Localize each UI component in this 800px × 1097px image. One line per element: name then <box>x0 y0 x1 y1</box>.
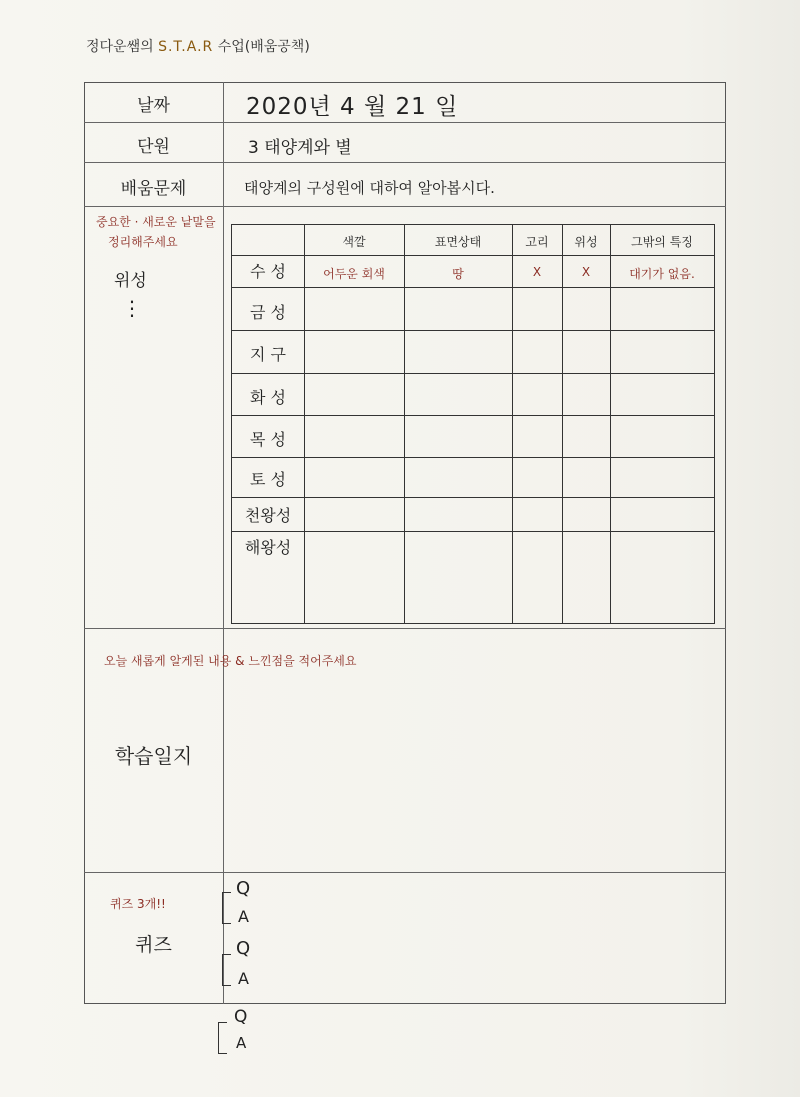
table-row-line <box>232 531 714 532</box>
col-header-color: 색깔 <box>342 235 366 249</box>
row-divider <box>84 628 726 629</box>
planet-saturn: 토 성 <box>250 470 286 489</box>
table-column-line <box>512 225 513 623</box>
mercury-moons: X <box>581 265 591 279</box>
quiz-q-2: Q <box>236 938 251 959</box>
qa-bracket <box>218 1022 227 1054</box>
notes-word: 위성 <box>114 271 147 291</box>
planet-earth: 지 구 <box>250 345 286 364</box>
date-label: 날짜 <box>137 96 170 116</box>
planet-table <box>231 224 715 624</box>
notes-instruction-line1: 중요한 · 새로운 낱말을 <box>96 215 216 229</box>
date-value: 2020년 4 월 21 일 <box>246 94 459 120</box>
notes-ellipsis: ⋮ <box>122 296 142 320</box>
mercury-surface: 땅 <box>452 267 464 281</box>
row-divider <box>84 872 726 873</box>
header-suffix: 수업(배움공책) <box>213 39 310 55</box>
header-prefix: 정다운쌤의 <box>86 39 159 55</box>
unit-value: 3 태양계와 별 <box>248 138 352 158</box>
mercury-features: 대기가 없음. <box>629 267 695 281</box>
journal-instruction: 오늘 새롭게 알게된 내용 & 느낀점을 적어주세요 <box>104 654 357 668</box>
table-row-line <box>232 457 714 458</box>
notes-instruction-line2: 정리해주세요 <box>108 235 178 249</box>
quiz-instruction: 퀴즈 3개!! <box>110 897 166 911</box>
col-header-rings: 고리 <box>525 235 549 249</box>
quiz-q-3: Q <box>234 1007 248 1027</box>
table-column-line <box>304 225 305 623</box>
row-divider <box>84 122 726 123</box>
table-row-line <box>232 255 714 256</box>
table-row-line <box>232 497 714 498</box>
mercury-color: 어두운 회색 <box>323 267 385 281</box>
problem-label: 배움문제 <box>120 179 187 199</box>
unit-label: 단원 <box>137 137 170 157</box>
planet-venus: 금 성 <box>250 303 286 322</box>
quiz-a-2: A <box>238 969 249 988</box>
header-brand: S.T.A.R <box>158 39 214 55</box>
page-header <box>86 36 310 56</box>
table-column-line <box>404 225 405 623</box>
table-row-line <box>232 287 714 288</box>
table-row-line <box>232 373 714 374</box>
mercury-rings: X <box>532 265 542 279</box>
table-column-line <box>562 225 563 623</box>
planet-mars: 화 성 <box>250 388 286 407</box>
col-header-moons: 위성 <box>574 235 598 249</box>
quiz-q-1: Q <box>236 878 251 899</box>
planet-mercury: 수 성 <box>250 262 286 281</box>
col-header-surface: 표면상태 <box>434 235 482 249</box>
planet-uranus: 천왕성 <box>244 506 292 525</box>
planet-jupiter: 목 성 <box>250 430 286 449</box>
label-column-divider <box>223 82 224 1004</box>
planet-neptune: 해왕성 <box>244 538 292 557</box>
quiz-a-1: A <box>238 907 249 926</box>
qa-bracket <box>222 954 231 986</box>
table-row-line <box>232 330 714 331</box>
col-header-features: 그밖의 특징 <box>631 235 693 249</box>
row-divider <box>84 162 726 163</box>
problem-value: 태양계의 구성원에 대하여 알아봅시다. <box>244 179 495 197</box>
table-row-line <box>232 415 714 416</box>
row-divider <box>84 206 726 207</box>
table-column-line <box>610 225 611 623</box>
quiz-label: 퀴즈 <box>135 934 172 956</box>
quiz-a-3: A <box>236 1034 247 1052</box>
journal-label: 학습일지 <box>114 744 193 768</box>
qa-bracket <box>222 892 231 924</box>
